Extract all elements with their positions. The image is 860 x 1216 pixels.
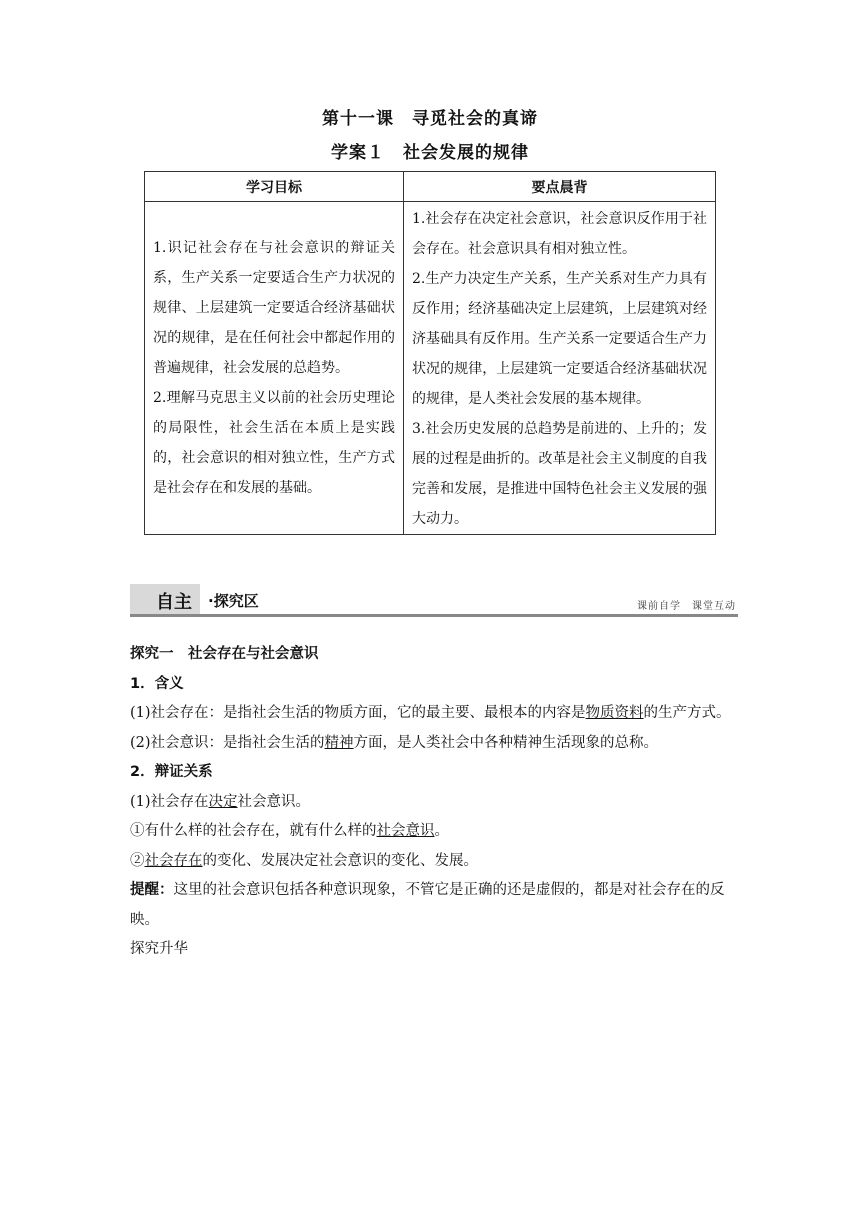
section-banner	[130, 584, 738, 618]
paragraph: (1)社会存在：是指社会生活的物质方面，它的最主要、最根本的内容是物质资料的生产方式。	[130, 705, 731, 721]
goal-item: 2.理解马克思主义以前的社会历史理论的局限性，社会生活在本质上是实践的，社会意识的相对独立性，生产方式是社会存在和发展的基础。	[153, 390, 395, 496]
underlined-term: 精神	[324, 734, 354, 751]
paragraph: ②社会存在的变化、发展决定社会意识的变化、发展。	[130, 852, 478, 869]
objectives-table	[144, 171, 716, 535]
tip-label: 提醒：	[130, 882, 174, 898]
underlined-term: 社会意识	[376, 823, 435, 839]
banner-right-text: 课前自学 课堂互动	[637, 601, 736, 612]
key-points-cell	[404, 202, 716, 535]
subheading-relation: 2．辩证关系	[130, 764, 213, 780]
paragraph: ①有什么样的社会存在，就有什么样的社会意识。	[130, 823, 449, 839]
point-item: 2.生产力决定生产关系，生产关系对生产力具有反作用；经济基础决定上层建筑，上层建筑对经济基础具有反作用。生产关系一定要适合生产力状况的规律，上层建筑一定要适合经济基础状况的规律，是人类社会发展的基本规律。	[412, 271, 707, 407]
content-body	[130, 640, 734, 965]
underlined-term: 物质资料	[585, 705, 644, 721]
learning-goals-cell	[145, 202, 404, 535]
col1-header: 学习目标	[145, 172, 404, 202]
section-heading: 探究一 社会存在与社会意识	[130, 646, 319, 662]
banner-sub: ·探究区	[208, 592, 259, 610]
point-item: 1.社会存在决定社会意识，社会意识反作用于社会存在。社会意识具有相对独立性。	[412, 211, 707, 257]
banner-divider	[130, 614, 738, 617]
lesson-subtitle: 学案１ 社会发展的规律	[331, 143, 529, 163]
tip-paragraph: 提醒：这里的社会意识包括各种意识现象，不管它是正确的还是虚假的，都是对社会存在的反映。	[130, 882, 725, 928]
paragraph: (2)社会意识：是指社会生活的精神方面，是人类社会中各种精神生活现象的总称。	[130, 734, 659, 751]
subheading-meaning: 1．含义	[130, 675, 184, 692]
paragraph: (1)社会存在决定社会意识。	[130, 793, 311, 810]
goal-item: 1.识记社会存在与社会意识的辩证关系，生产关系一定要适合生产力状况的规律、上层建筑一定要适合经济基础状况的规律，是在任何社会中都起作用的普遍规律，社会发展的总趋势。	[153, 240, 395, 376]
paragraph: 探究升华	[130, 941, 188, 957]
banner-main: 自主	[156, 592, 192, 613]
point-item: 3.社会历史发展的总趋势是前进的、上升的；发展的过程是曲折的。改革是社会主义制度的自我完善和发展，是推进中国特色社会主义发展的强大动力。	[412, 421, 707, 527]
col2-header: 要点晨背	[404, 172, 716, 202]
underlined-term: 社会存在	[144, 852, 203, 869]
lesson-title: 第十一课 寻觅社会的真谛	[322, 109, 538, 129]
underlined-term: 决定	[208, 793, 238, 810]
